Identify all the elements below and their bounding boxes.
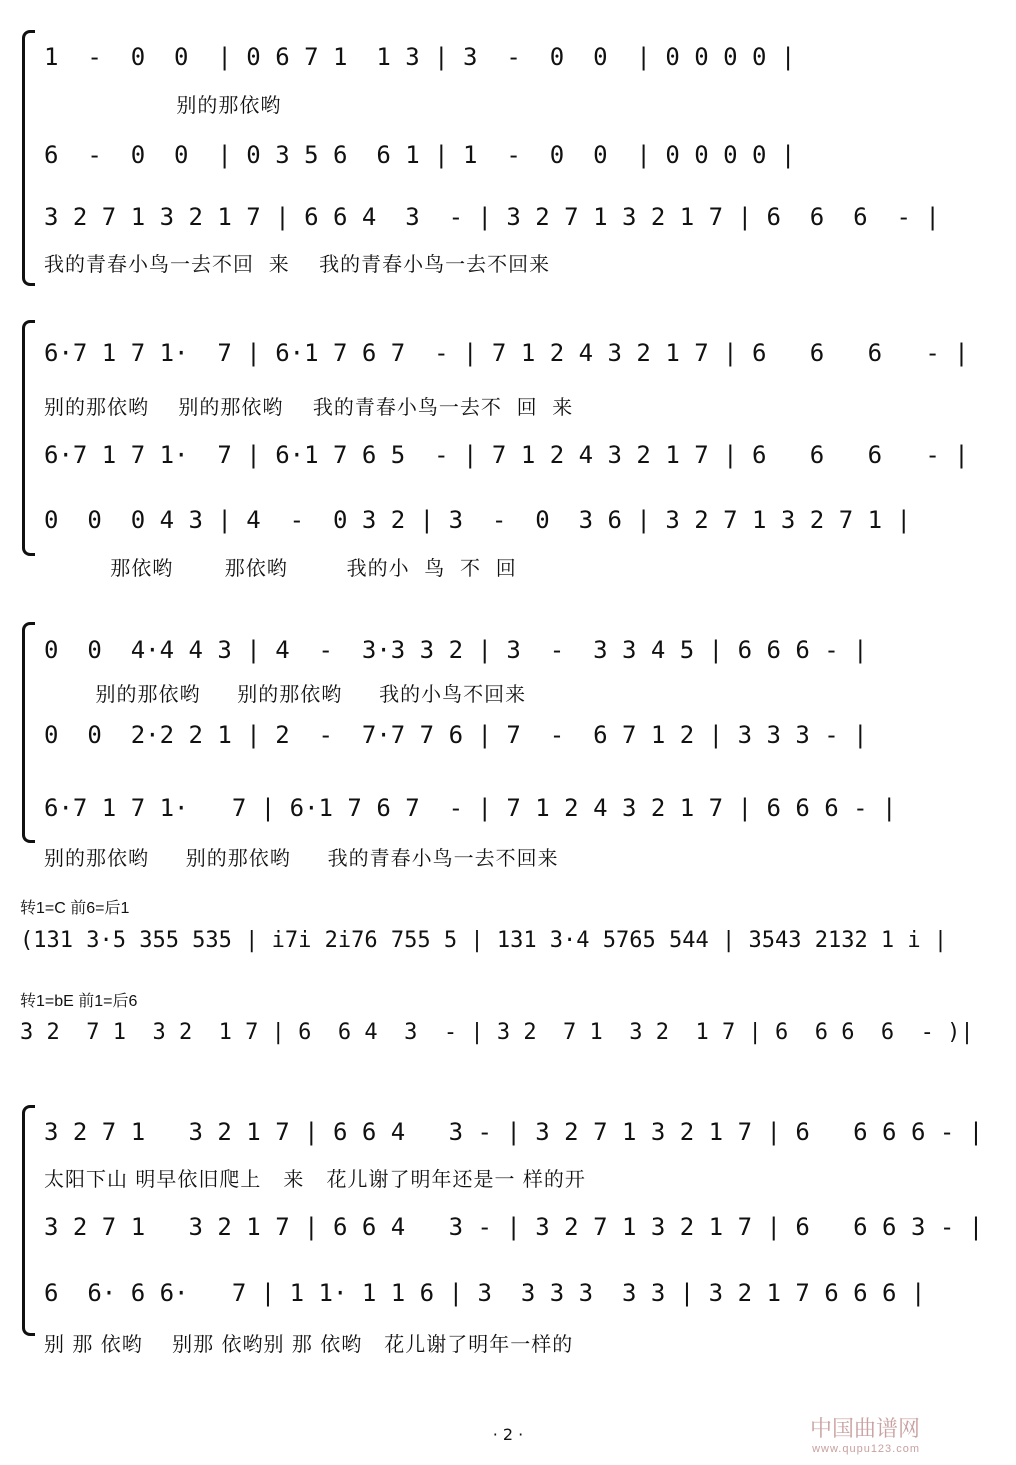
staff-line-2: 0 0 2·2 2 1 | 2 - 7·7 7 6 | 7 - 6 7 1 2 | 3 3 3 - | (44, 721, 868, 749)
lyric-line-1: 太阳下山 明早依旧爬上 来 花儿谢了明年还是一 样的开 (44, 1167, 586, 1191)
interlude-line-1: (131 3·5 355 535 | i7i 2i76 755 5 | 131 3·4 5765 544 | 3543 2132 1 i | (20, 928, 948, 953)
staff-line-3: 0 0 0 4 3 | 4 - 0 3 2 | 3 - 0 3 6 | 3 2 7 1 3 2 7 1 | (44, 506, 911, 534)
system-bracket (22, 622, 35, 843)
staff-line-1: 3 2 7 1 3 2 1 7 | 6 6 4 3 - | 3 2 7 1 3 2 1 7 | 6 6 6 6 - | (44, 1118, 984, 1146)
lyric-line-1: 别的那依哟 别的那依哟 我的青春小鸟一去不 回 来 (44, 395, 574, 419)
staff-line-3: 3 2 7 1 3 2 1 7 | 6 6 4 3 - | 3 2 7 1 3 2 1 7 | 6 6 6 - | (44, 203, 940, 231)
staff-line-2: 6 - 0 0 | 0 3 5 6 6 1 | 1 - 0 0 | 0 0 0 0 | (44, 141, 796, 169)
interlude-line-2: 3 2 7 1 3 2 1 7 | 6 6 4 3 - | 3 2 7 1 3 2 1 7 | 6 6 6 6 - )| (20, 1020, 974, 1045)
staff-line-2: 6·7 1 7 1· 7 | 6·1 7 6 5 - | 7 1 2 4 3 2 1 7 | 6 6 6 - | (44, 441, 969, 469)
system-bracket (22, 1105, 35, 1336)
lyric-line-1: 别的那依哟 (44, 93, 282, 117)
staff-line-1: 0 0 4·4 4 3 | 4 - 3·3 3 2 | 3 - 3 3 4 5 | 6 6 6 - | (44, 636, 868, 664)
system-bracket (22, 30, 35, 286)
staff-line-1: 6·7 1 7 1· 7 | 6·1 7 6 7 - | 7 1 2 4 3 2 1 7 | 6 6 6 - | (44, 339, 969, 367)
lyric-line-3: 别 那 依哟 别那 依哟别 那 依哟 花儿谢了明年一样的 (44, 1332, 574, 1356)
modulation-mark: 转1=C 前6=后1 (20, 900, 130, 917)
staff-line-3: 6·7 1 7 1· 7 | 6·1 7 6 7 - | 7 1 2 4 3 2 1 7 | 6 6 6 - | (44, 794, 897, 822)
watermark-title: 中国曲谱网 (810, 1417, 921, 1442)
staff-line-3: 6 6· 6 6· 7 | 1 1· 1 1 6 | 3 3 3 3 3 3 | 3 2 1 7 6 6 6 | (44, 1279, 926, 1307)
page-number: · 2 · (492, 1425, 524, 1444)
watermark-url: www.qupu123.com (812, 1443, 921, 1455)
watermark-logo (810, 1412, 920, 1455)
lyric-line-3: 那依哟 那依哟 我的小 鸟 不 回 (44, 556, 517, 580)
staff-line-2: 3 2 7 1 3 2 1 7 | 6 6 4 3 - | 3 2 7 1 3 2 1 7 | 6 6 6 3 - | (44, 1213, 984, 1241)
lyric-line-3: 我的青春小鸟一去不回 来 我的青春小鸟一去不回来 (44, 252, 551, 276)
staff-line-1: 1 - 0 0 | 0 6 7 1 1 3 | 3 - 0 0 | 0 0 0 0 | (44, 43, 796, 71)
lyric-line-3: 别的那依哟 别的那依哟 我的青春小鸟一去不回来 (44, 846, 559, 870)
system-bracket (22, 320, 35, 556)
lyric-line-1: 别的那依哟 别的那依哟 我的小鸟不回来 (44, 682, 527, 706)
modulation-mark: 转1=bE 前1=后6 (20, 993, 138, 1010)
